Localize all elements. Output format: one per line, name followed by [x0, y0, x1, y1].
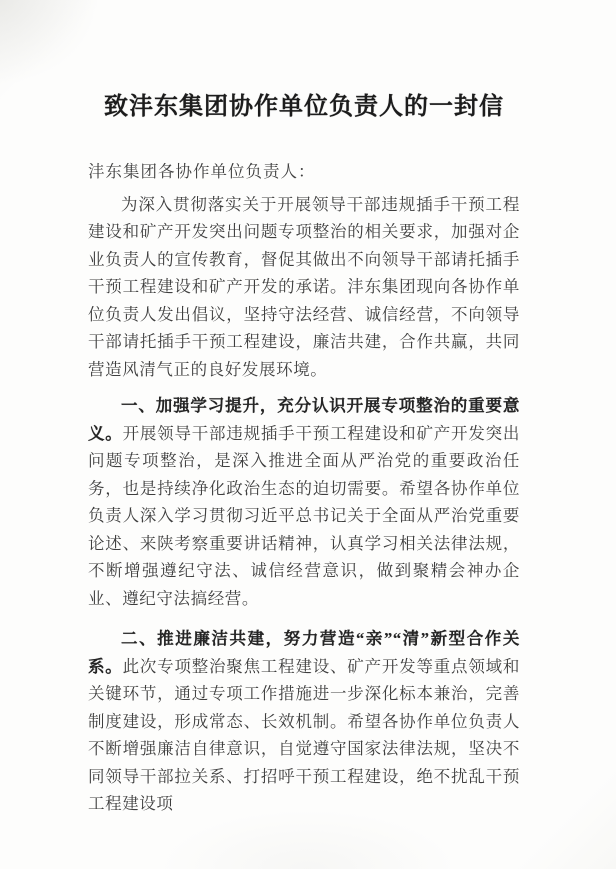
paragraph-heading: 二、推进廉洁共建，努力营造“亲”“清”新型合作关系。	[88, 629, 520, 676]
paragraph	[88, 392, 520, 612]
paragraph-heading: 一、加强学习提升，充分认识开展专项整治的重要意义。	[88, 396, 520, 443]
paragraph	[88, 191, 520, 384]
paragraph	[88, 625, 520, 818]
paragraph-text: 此次专项整治聚焦工程建设、矿产开发等重点领域和关键环节，通过专项工作措施进一步深化标本兼治，完善制度建设，形成常态、长效机制。希望各协作单位负责人不断增强廉洁自律意识，自觉遵守国家法律法规，坚决不同领导干部拉关系、打招呼干预工程建设，绝不扰乱干预工程建设项	[88, 656, 520, 813]
letter-title: 致沣东集团协作单位负责人的一封信	[104, 94, 504, 120]
paragraph-text: 开展领导干部违规插手干预工程建设和矿产开发突出问题专项整治，是深入推进全面从严治党的重要政治任务，也是持续净化政治生态的迫切需要。希望各协作单位负责人深入学习贯彻习近平总书记关于全面从严治党重要论述、来陕考察重要讲话精神，认真学习相关法律法规，不断增强遵纪守法、诚信经营意识，做到聚精会神办企业、遵纪守法搞经营。	[88, 423, 520, 608]
paragraph-text: 为深入贯彻落实关于开展领导干部违规插手干预工程建设和矿产开发突出问题专项整治的相关要求，加强对企业负责人的宣传教育，督促其做出不向领导干部请托插手干预工程建设和矿产开发的承诺。沣东集团现向各协作单位负责人发出倡议，坚持守法经营、诚信经营，不向领导干部请托插手干预工程建设，廉洁共建，合作共赢，共同营造风清气正的良好发展环境。	[88, 194, 520, 379]
salutation: 沣东集团各协作单位负责人：	[88, 162, 316, 181]
